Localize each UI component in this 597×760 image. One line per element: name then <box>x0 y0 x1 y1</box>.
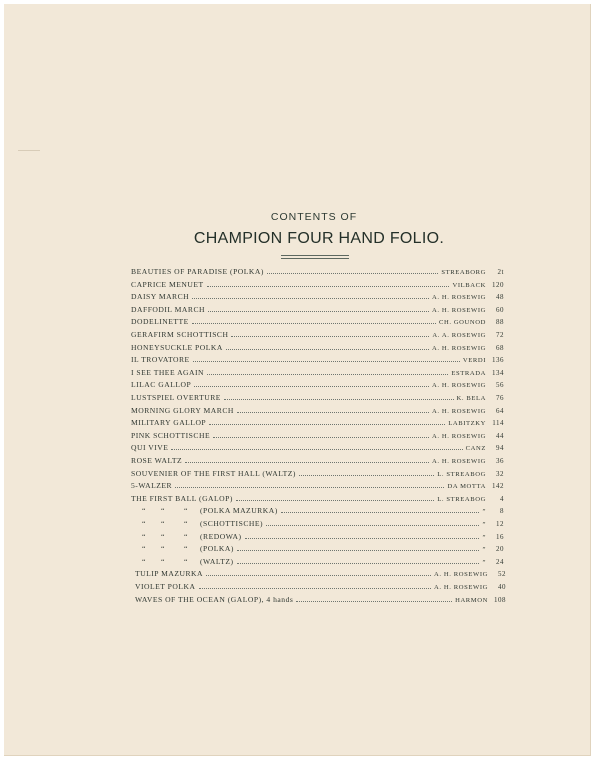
toc-entry <box>131 330 504 341</box>
toc-entry <box>131 431 504 442</box>
dot-leader <box>199 588 432 589</box>
entry-composer: ESTRADA <box>451 369 486 377</box>
toc-entry <box>131 418 504 429</box>
entry-composer: VERDI <box>462 357 486 365</box>
entry-title: THE FIRST BALL (GALOP) <box>131 493 233 503</box>
dot-leader <box>206 575 431 576</box>
entry-composer: L. STREABOG <box>437 495 486 503</box>
entry-page-number: 12 <box>496 520 504 528</box>
dot-leader <box>194 386 429 387</box>
entry-composer: A. H. ROSEWIG <box>432 344 486 352</box>
entry-title: LILAC GALLOP <box>131 380 192 390</box>
ditto-mark: “ <box>142 531 146 541</box>
toc-entry <box>135 595 506 606</box>
toc-sub-entry <box>200 532 504 543</box>
entry-title: IL TROVATORE <box>131 355 190 365</box>
toc-entry <box>131 481 504 492</box>
folio-title: CHAMPION FOUR HAND FOLIO. <box>193 230 445 247</box>
dot-leader <box>192 323 436 324</box>
entry-page-number: 68 <box>496 343 504 352</box>
toc-entry <box>131 355 504 366</box>
dot-leader <box>299 475 434 476</box>
dot-leader <box>237 563 480 564</box>
document-page <box>4 4 591 756</box>
entry-title: TULIP MAZURKA <box>135 569 204 579</box>
entry-composer: STREABORG <box>441 269 486 276</box>
entry-page-number: 88 <box>496 318 504 327</box>
toc-entry <box>131 443 504 454</box>
toc-entry <box>131 267 504 278</box>
entry-page-number: 94 <box>496 444 504 453</box>
entry-title: SOUVENIER OF THE FIRST HALL (WALTZ) <box>131 468 296 478</box>
entry-page-number: 44 <box>496 431 504 440</box>
entry-composer: ” <box>482 533 486 541</box>
toc-entry <box>135 582 506 593</box>
entry-title: DODELINETTE <box>131 317 189 327</box>
ditto-mark: “ <box>142 506 146 516</box>
margin-mark <box>18 150 40 151</box>
entry-page-number: 76 <box>496 394 504 402</box>
entry-composer: A. H. ROSEWIG <box>432 294 486 302</box>
entry-title: LUSTSPIEL OVERTURE <box>131 393 221 402</box>
dot-leader <box>266 525 479 526</box>
ditto-mark: “ <box>184 556 188 566</box>
toc-entry <box>131 368 504 379</box>
toc-entry <box>131 456 504 467</box>
dot-leader <box>281 512 480 513</box>
ditto-mark: “ <box>142 519 146 528</box>
contents-of-heading: CONTENTS OF <box>270 211 358 223</box>
entry-title: GERAFIRM SCHOTTISCH <box>131 330 229 339</box>
toc-entry <box>131 380 504 391</box>
toc-entry <box>131 305 504 316</box>
entry-page-number: 120 <box>492 280 504 289</box>
entry-title: DAISY MARCH <box>131 292 190 302</box>
entry-composer: ” <box>482 521 486 528</box>
entry-composer: A. H. ROSEWIG <box>432 432 486 440</box>
toc-entry <box>131 317 504 328</box>
dot-leader <box>296 601 452 602</box>
entry-title: MILITARY GALLOP <box>131 418 207 428</box>
entry-page-number: 16 <box>496 532 504 541</box>
ditto-mark: “ <box>142 544 146 554</box>
ditto-mark: “ <box>161 519 165 528</box>
dot-leader <box>224 399 454 400</box>
entry-composer: A. H. ROSEWIG <box>434 571 488 579</box>
toc-entry <box>131 343 504 354</box>
entry-composer: DA MOTTA <box>447 483 486 491</box>
entry-composer: VILBACK <box>452 281 486 289</box>
entry-title: PINK SCHOTTISCHE <box>131 430 211 440</box>
ditto-mark: “ <box>161 544 165 554</box>
toc-entry <box>131 406 504 417</box>
entry-page-number: 108 <box>494 595 506 604</box>
entry-page-number: 40 <box>498 583 506 591</box>
dot-leader <box>237 550 480 551</box>
entry-page-number: 142 <box>492 482 504 491</box>
entry-page-number: 114 <box>492 419 504 428</box>
entry-page-number: 134 <box>492 368 504 377</box>
entry-composer: A. H. ROSEWIG <box>432 382 486 390</box>
ditto-mark: “ <box>184 544 188 554</box>
dot-leader <box>209 424 445 425</box>
entry-title: CAPRICE MENUET <box>131 279 204 289</box>
ditto-mark: “ <box>161 506 165 516</box>
dot-leader <box>213 437 429 438</box>
entry-composer: K. BELA <box>456 395 486 402</box>
dot-leader <box>245 538 480 539</box>
double-rule <box>281 255 349 259</box>
entry-title: VIOLET POLKA <box>135 582 196 591</box>
entry-title: (WALTZ) <box>200 556 234 566</box>
entry-composer: ” <box>482 508 486 516</box>
entry-page-number: 60 <box>496 305 504 314</box>
toc-entry <box>135 569 506 580</box>
toc-entry <box>131 292 504 303</box>
toc-sub-entry <box>200 544 504 555</box>
entry-composer: ” <box>482 546 486 554</box>
ditto-mark: “ <box>161 556 165 566</box>
entry-page-number: 64 <box>496 406 504 415</box>
entry-page-number: 136 <box>492 356 504 365</box>
entry-page-number: 8 <box>500 507 504 516</box>
dot-leader <box>226 349 429 350</box>
entry-page-number: 2t <box>497 268 504 276</box>
entry-page-number: 48 <box>496 293 504 302</box>
entry-title: (REDOWA) <box>200 531 242 541</box>
entry-composer: A. H. ROSEWIG <box>432 306 486 314</box>
dot-leader <box>207 374 448 375</box>
ditto-mark: “ <box>184 531 188 541</box>
entry-title: (SCHOTTISCHE) <box>200 519 264 528</box>
dot-leader <box>208 311 429 312</box>
entry-page-number: 24 <box>496 557 504 566</box>
entry-composer: A. H. ROSEWIG <box>434 584 488 591</box>
toc-sub-entry <box>200 519 504 530</box>
dot-leader <box>171 449 462 450</box>
toc-entry <box>131 393 504 404</box>
dot-leader <box>267 273 438 274</box>
entry-composer: LABITZKY <box>448 420 486 428</box>
dot-leader <box>175 487 444 488</box>
entry-page-number: 20 <box>496 545 504 554</box>
toc-entry <box>131 280 504 291</box>
ditto-mark: “ <box>161 531 165 541</box>
toc-sub-entry <box>200 506 504 517</box>
dot-leader <box>207 286 450 287</box>
entry-composer: HARMON <box>455 596 488 604</box>
entry-page-number: 72 <box>496 331 504 339</box>
entry-title: HONEYSUCKLE POLKA <box>131 342 223 352</box>
dot-leader <box>185 462 429 463</box>
entry-page-number: 4 <box>500 494 504 503</box>
entry-composer: A. H. ROSEWIG <box>432 407 486 415</box>
entry-composer: L. STREABOG <box>437 470 486 478</box>
entry-composer: ” <box>482 558 486 566</box>
entry-title: QUI VIVE <box>131 443 169 453</box>
entry-composer: A. A. ROSEWIG <box>432 332 486 339</box>
entry-page-number: 56 <box>496 381 504 390</box>
entry-page-number: 36 <box>496 457 504 465</box>
ditto-mark: “ <box>184 506 188 516</box>
entry-title: MORNING GLORY MARCH <box>131 405 234 415</box>
entry-title: WAVES OF THE OCEAN (GALOP), 4 hands <box>135 594 294 604</box>
toc-sub-entry <box>200 557 504 568</box>
ditto-mark: “ <box>184 519 188 528</box>
entry-page-number: 32 <box>496 469 504 478</box>
entry-title: I SEE THEE AGAIN <box>131 367 205 377</box>
entry-title: 5-WALZER <box>131 481 173 491</box>
toc-entry <box>131 494 504 505</box>
entry-composer: CH. GOUNOD <box>438 319 486 327</box>
entry-title: (POLKA MAZURKA) <box>200 506 278 516</box>
entry-title: ROSE WALTZ <box>131 456 183 465</box>
toc-entry <box>131 469 504 480</box>
dot-leader <box>192 298 429 299</box>
ditto-mark: “ <box>142 556 146 566</box>
entry-page-number: 52 <box>498 570 506 579</box>
entry-composer: CANZ <box>465 445 486 453</box>
entry-title: (POLKA) <box>200 544 234 554</box>
dot-leader <box>237 412 429 413</box>
entry-title: BEAUTIES OF PARADISE (POLKA) <box>131 267 264 276</box>
entry-title: DAFFODIL MARCH <box>131 304 206 314</box>
dot-leader <box>193 361 460 362</box>
entry-composer: A. H. ROSEWIG <box>432 458 486 465</box>
dot-leader <box>236 500 434 501</box>
dot-leader <box>231 336 429 337</box>
